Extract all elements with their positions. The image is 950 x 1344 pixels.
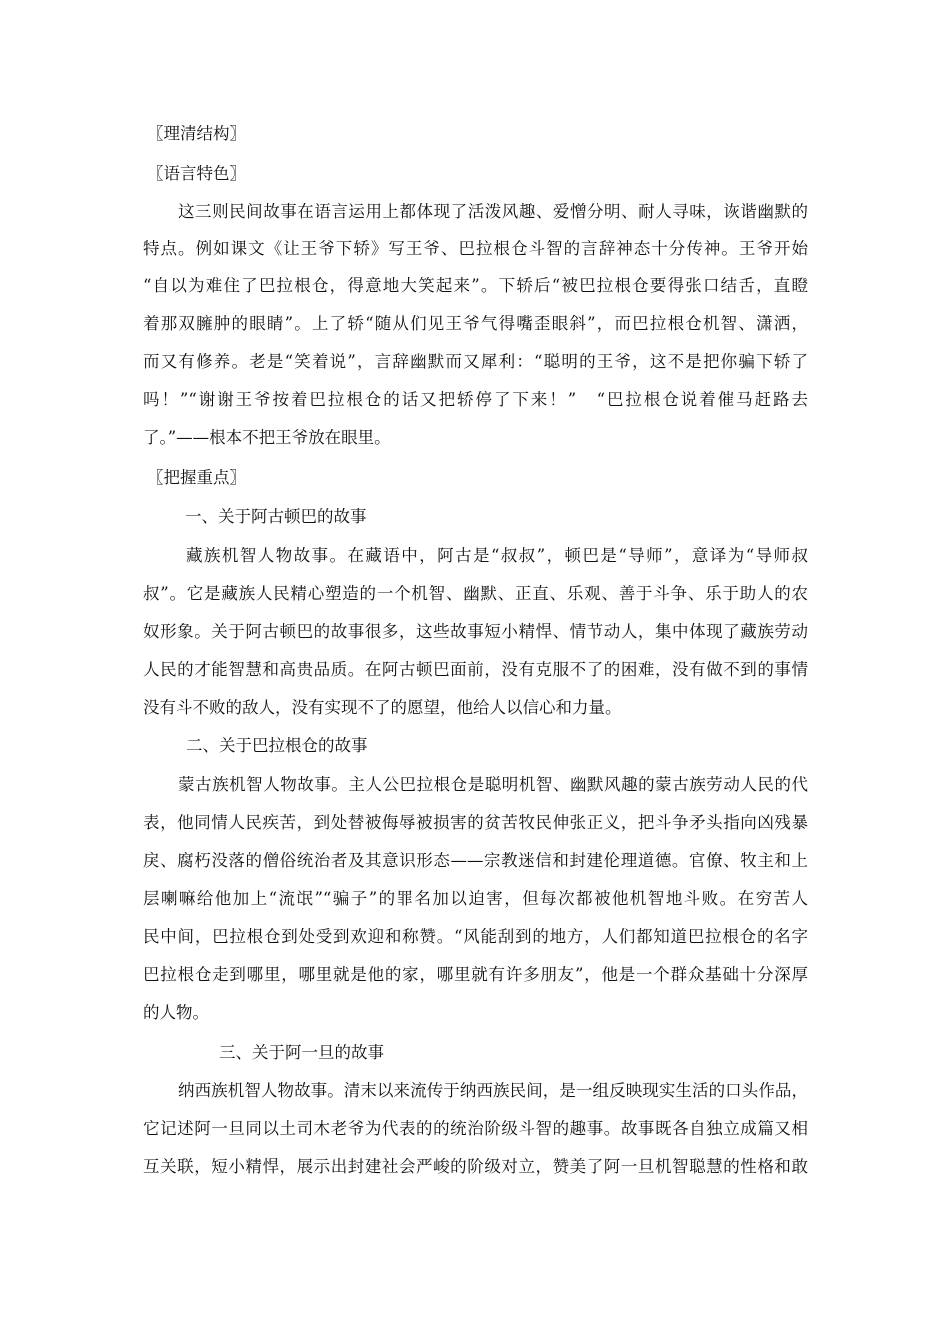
- text-line: “自以为难住了巴拉根仓，得意地大笑起来”。下轿后“被巴拉根仓要得张口结舌，直瞪: [143, 276, 808, 295]
- text-line: 层喇嘛给他加上“流氓”“骗子”的罪名加以迫害，但每次都被他机智地斗败。在穷苦人: [143, 889, 808, 908]
- text-line: 没有斗不败的敌人，没有实现不了的愿望，他给人以信心和力量。: [143, 698, 622, 717]
- text-line: 民中间，巴拉根仓到处受到欢迎和称赞。“风能刮到的地方，人们都知道巴拉根仓的名字: [143, 927, 808, 946]
- text-line: 了。”——根本不把王爷放在眼里。: [143, 428, 391, 447]
- subheading-agudunba: 一、关于阿古顿巴的故事: [185, 507, 367, 526]
- text-line: 叔”。它是藏族人民精心塑造的一个机智、幽默、正直、乐观、善于斗争、乐于助人的农: [143, 584, 808, 603]
- text-line: 吗！”“谢谢王爷按着巴拉根仓的话又把轿停了下来！” “巴拉根仓说着催马赶路去: [143, 390, 808, 409]
- text-line: 戾、腐朽没落的僧俗统治者及其意识形态——宗教迷信和封建伦理道德。官僚、牧主和上: [143, 851, 808, 870]
- subheading-ayidan: 三、关于阿一旦的故事: [219, 1043, 384, 1062]
- text-line: 纳西族机智人物故事。清末以来流传于纳西族民间，是一组反映现实生活的口头作品，: [178, 1081, 808, 1100]
- text-line: 而又有修养。老是“笑着说”，言辞幽默而又犀利：“聪明的王爷，这不是把你骗下轿了: [143, 352, 808, 371]
- subheading-balagencang: 二、关于巴拉根仓的故事: [186, 736, 368, 755]
- text-line: 巴拉根仓走到哪里，哪里就是他的家，哪里就有许多朋友”，他是一个群众基础十分深厚: [143, 965, 808, 984]
- text-line: 的人物。: [143, 1003, 209, 1022]
- structure-heading: 〖理清结构〗: [147, 124, 246, 143]
- text-line: 蒙古族机智人物故事。主人公巴拉根仓是聪明机智、幽默风趣的蒙古族劳动人民的代: [178, 775, 808, 794]
- text-line: 互关联，短小精悍，展示出封建社会严峻的阶级对立，赞美了阿一旦机智聪慧的性格和敢: [143, 1157, 808, 1176]
- text-line: 表，他同情人民疾苦，到处替被侮辱被损害的贫苦牧民伸张正义，把斗争矛头指向凶残暴: [143, 813, 808, 832]
- text-line: 人民的才能智慧和高贵品质。在阿古顿巴面前，没有克服不了的困难，没有做不到的事情: [143, 660, 808, 679]
- text-line: 奴形象。关于阿古顿巴的故事很多，这些故事短小精悍、情节动人，集中体现了藏族劳动: [143, 622, 808, 641]
- text-line: 着那双臃肿的眼睛”。上了轿“随从们见王爷气得嘴歪眼斜”，而巴拉根仓机智、潇洒，: [143, 314, 808, 333]
- key-points-heading: 〖把握重点〗: [147, 468, 246, 487]
- language-heading: 〖语言特色〗: [147, 164, 246, 183]
- text-line: 特点。例如课文《让王爷下轿》写王爷、巴拉根仓斗智的言辞神态十分传神。王爷开始: [143, 239, 808, 258]
- text-line: 它记述阿一旦同以土司木老爷为代表的的统治阶级斗智的趣事。故事既各自独立成篇又相: [143, 1119, 808, 1138]
- text-line: 藏族机智人物故事。在藏语中，阿古是“叔叔”，顿巴是“导师”，意译为“导师叔: [186, 546, 808, 565]
- text-line: 这三则民间故事在语言运用上都体现了活泼风趣、爱憎分明、耐人寻味，诙谐幽默的: [178, 202, 808, 221]
